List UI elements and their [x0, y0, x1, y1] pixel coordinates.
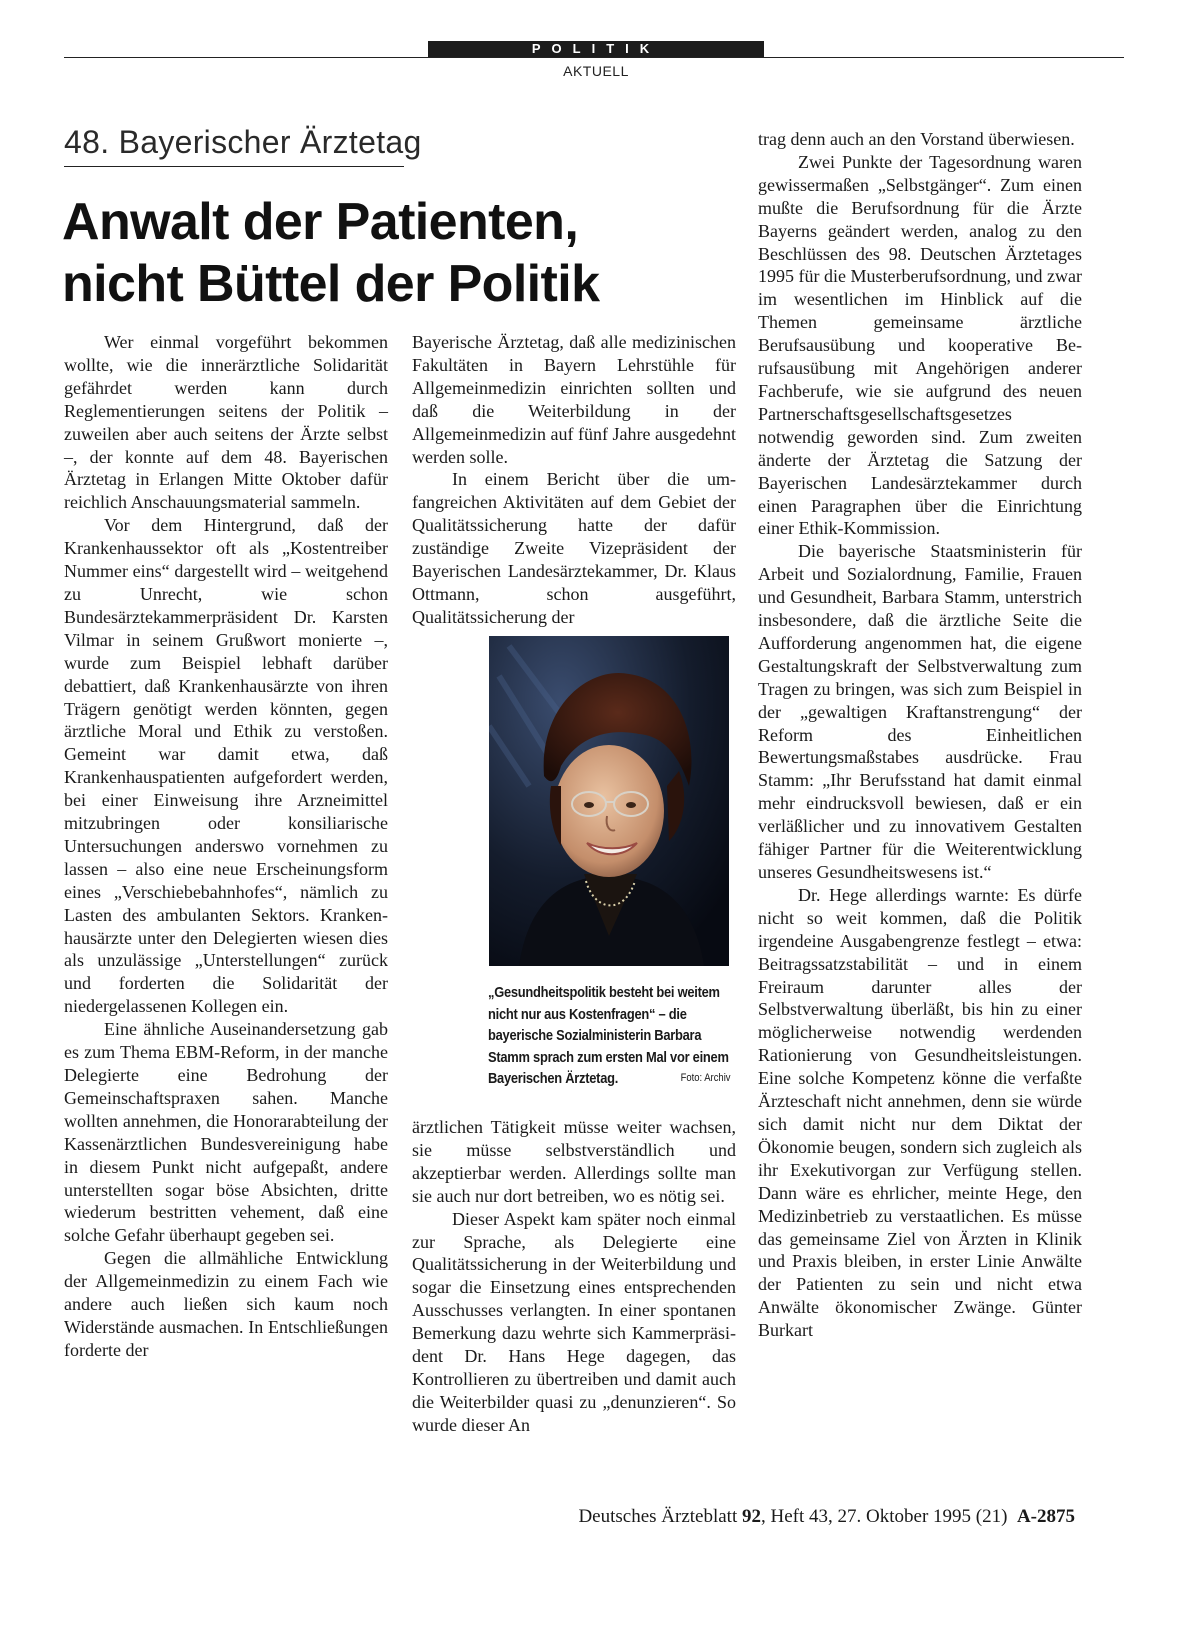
kicker-underline [64, 166, 404, 167]
body-column-2-top [412, 331, 736, 629]
headline-line-1: Anwalt der Patienten, [62, 193, 579, 251]
photo-caption [488, 982, 731, 1090]
paragraph: Wer einmal vorgeführt bekommen wollte, wie die innerärztliche Solidarität gefährdet werden kann durch Reglementierungen seitens der Politik – zuweilen aber auch seitens der Ärzte selbst –, der konnte auf dem 48. Bayerischen Ärztetag in Erlangen Mitte Oktober dafür reichlich Anschauungsmaterial sammeln. [64, 332, 388, 513]
paragraph: trag denn auch an den Vorstand überwiesen. [758, 129, 1075, 149]
issue-date: , Heft 43, 27. Oktober 1995 (21) [761, 1506, 1008, 1527]
paragraph: Dr. Hege allerdings warnte: Es dürfe nicht so weit kommen, daß die Politik irgendeine Ausgabengrenze festlegt – etwa: Beitragssatzstabilität – und in einem Freiraum darunter alles der Selbstverwaltung überläßt, bis hin zu einer möglicherweise notwendig werdenden Rationierung von Gesundheitsleistungen. Eine solche Kompetenz könne die verfaßte Ärzteschaft nicht annehmen, denn sie würde sich damit nicht nur dem Diktat der Ökonomie beugen, sondern sich zugleich als ihr Exekutivorgan zur Verfügung stellen. Dann wäre es ehrlicher, meinte Hege, den Medizinbetrieb zu verstaatlichen. Es müsse das gemeinsame Ziel von Ärzten in Klinik und Praxis bleiben, in erster Linie Anwälte der Patienten zu sein und nicht etwa Anwälte ökonomischer Zwänge. Günter Burkart [758, 884, 1082, 1341]
paragraph: Dieser Aspekt kam später noch einmal zur Sprache, als Delegierte eine Qualitätssicherung in der Weiterbildung und sogar die Einsetzung eines entsprechenden Ausschusses verlangten. In einer spontanen Bemerkung dazu wehrte sich Kammerpräsident Dr. Hans Hege dagegen, das Kontrollieren zu übertreiben und damit auch die Weiterbilder quasi zu „denunzieren“. So wurde dieser An [412, 1208, 736, 1435]
page-number: A-2875 [1016, 1506, 1075, 1527]
photo-credit: Foto: Archiv [680, 1072, 731, 1084]
paragraph: Bayerische Ärztetag, daß alle medizinischen Fakultäten in Bayern Lehrstühle für Allgemeinmedizin einrichten sollten und daß die Weiterbildung in der Allgemeinmedizin auf fünf Jahre ausgedehnt werden solle. [412, 332, 736, 467]
paragraph: Die bayerische Staatsministerin für Arbeit und Sozialordnung, Familie, Frauen und Gesundheit, Barbara Stamm, unterstrich insbesondere, daß die ärztliche Seite die Aufforderung angenommen hat, die eigene Gestaltungskraft der Selbstverwaltung zum Tragen zu bringen, was sich zum Beispiel in der „gewaltigen Kraftanstrengung“ der Reform des Einheitlichen Bewertungsmaßstabes ausdrücke. Frau Stamm: „Ihr Berufsstand hat damit einmal mehr eindrucksvoll bewiesen, daß er ein verläßlicher und zu innovativem Gestalten fähiger Partner für die Weiterentwicklung unseres Gesundheitswesens ist.“ [758, 541, 1082, 882]
paragraph: Gegen die allmähliche Entwicklung der Allgemeinmedizin zu einem Fach wie andere auch ließen sich kaum noch Widerstände ausmachen. In Entschließungen forderte der [64, 1248, 388, 1360]
paragraph: Zwei Punkte der Tagesordnung waren gewissermaßen „Selbstgänger“. Zum einen mußte die Berufsordnung für die Ärzte Bayerns geändert werden, analog zu den Beschlüssen des 98. Deutschen Ärztetages 1995 für die Musterberufsordnung, und zwar im wesentlichen im Hinblick auf die Themen gemeinsame ärztliche Berufsausübung und kooperative Berufsausübung mit Angehörigen anderer Fachberufe, wie sie aufgrund des neuen Partnerschaftsgesellschaftsgesetzes notwendig geworden sind. Zum zweiten änderte der Ärztetag die Satzung der Bayerischen Landesärztekammer durch einen Paragraphen über die Einrichtung einer Ethik-Kommission. [758, 151, 1082, 539]
paragraph: ärztlichen Tätigkeit müsse weiter wachsen, sie müsse selbstverständlich und akzeptierbar werden. Allerdings sollte man sie auch nur dort betreiben, wo es nötig sei. [412, 1117, 736, 1206]
paragraph: Vor dem Hintergrund, daß der Krankenhaussektor oft als „Kostentreiber Nummer eins“ dargestellt wird – weitgehend zu Unrecht, wie schon Bundesärztekammerpräsident Dr. Karsten Vilmar in seinem Grußwort monierte –, wurde zum Beispiel lebhaft darüber debattiert, daß Krankenhausärzte von ihren Trägern genötigt werden könnten, gegen ärztliche Moral und Ethik zu verstoßen. Gemeint war damit etwa, daß Krankenhauspatienten aufgefordert werden, bei einer Einweisung ihre Arzneimittel mitzubringen oder konsiliarische Untersuchungen anderswo vornehmen zu lassen – also eine neue Erscheinungsform eines „Verschiebebahnhofes“, nämlich zu Lasten des ambulanten Sektors. Krankenhausärzte unter den Delegierten wiesen dies als unzulässige „Unterstellungen“ zurück und forderten die Solidarität der niedergelassenen Kollegen ein. [64, 515, 388, 1017]
body-column-3 [758, 128, 1082, 1342]
subsection-label: AKTUELL [563, 63, 629, 79]
portrait-illustration [489, 636, 729, 966]
body-column-2-bottom [412, 1116, 736, 1437]
headline-line-2: nicht Büttel der Politik [62, 255, 600, 313]
journal-name: Deutsches Ärzteblatt [578, 1506, 738, 1527]
header-rule [64, 57, 1124, 58]
portrait-photo [489, 636, 729, 966]
caption-text: „Gesundheitspolitik besteht bei weitem nicht nur aus Kostenfragen“ – die bayerische Sozialministerin Barbara Stamm sprach zum ersten Mal vor einem Bayerischen Ärztetag. [488, 984, 729, 1087]
section-label: POLITIK [428, 41, 764, 57]
body-column-1 [64, 331, 388, 1362]
article-kicker: 48. Bayerischer Ärztetag [64, 124, 422, 160]
paragraph: Eine ähnliche Auseinandersetzung gab es zum Thema EBM-Reform, in der manche Delegierte eine Bedrohung der Gemeinschaftspraxen sahen. Manche wollten annehmen, die Honorarabteilung der Kassenärztlichen Bundesvereinigung habe in diesem Punkt nicht aufgepaßt, andere unterstellten sogar böse Absichten, dritte wiederum bestritten vehement, daß eine solche Gefahr überhaupt gegeben sei. [64, 1019, 388, 1246]
page-footer [578, 1506, 1075, 1528]
paragraph: In einem Bericht über die umfangreichen Aktivitäten auf dem Gebiet der Qualitätssicherung hatte der dafür zuständige Zweite Vizepräsident der Bayerischen Landesärztekammer, Dr. Klaus Ottmann, schon ausgeführt, Qualitätssicherung der [412, 469, 736, 627]
volume-number: 92 [742, 1506, 761, 1527]
article-headline [62, 191, 599, 315]
